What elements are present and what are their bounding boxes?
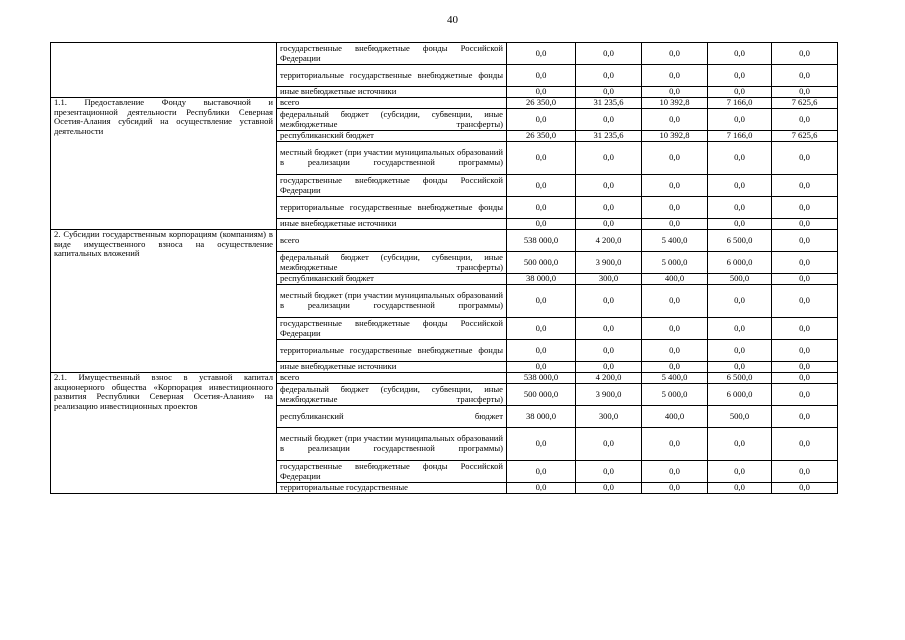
value-cell: 0,0 (708, 175, 772, 197)
value-cell: 10 392,8 (642, 98, 708, 109)
value-cell: 0,0 (708, 87, 772, 98)
value-cell: 0,0 (507, 175, 576, 197)
table-row (51, 98, 838, 109)
program-cell: 2. Субсидии государственным корпорациям (компаниям) в виде имущественного взноса на осуществление капитальных вложений (51, 230, 277, 373)
value-cell: 0,0 (772, 483, 838, 494)
value-cell: 0,0 (708, 109, 772, 131)
value-cell: 6 500,0 (708, 230, 772, 252)
value-cell: 0,0 (576, 483, 642, 494)
value-cell: 0,0 (772, 252, 838, 274)
value-cell: 7 166,0 (708, 98, 772, 109)
value-cell: 300,0 (576, 406, 642, 428)
value-cell: 0,0 (772, 197, 838, 219)
funding-source-cell: республиканский бюджет (277, 274, 507, 285)
table-row (51, 373, 838, 384)
value-cell: 0,0 (642, 428, 708, 461)
funding-source-cell: иные внебюджетные источники (277, 87, 507, 98)
table-row (51, 230, 838, 252)
value-cell: 0,0 (576, 65, 642, 87)
funding-source-cell: федеральный бюджет (субсидии, субвенции, иные межбюджетные трансферты) (277, 109, 507, 131)
value-cell: 0,0 (576, 340, 642, 362)
value-cell: 26 350,0 (507, 131, 576, 142)
page-number: 40 (447, 14, 458, 26)
table-row (51, 43, 838, 65)
funding-source-cell: республиканский бюджет (277, 406, 507, 428)
value-cell: 538 000,0 (507, 373, 576, 384)
value-cell: 5 400,0 (642, 373, 708, 384)
value-cell: 5 400,0 (642, 230, 708, 252)
value-cell: 400,0 (642, 274, 708, 285)
value-cell: 0,0 (507, 483, 576, 494)
value-cell: 0,0 (772, 65, 838, 87)
value-cell: 0,0 (576, 461, 642, 483)
value-cell: 0,0 (576, 285, 642, 318)
value-cell: 26 350,0 (507, 98, 576, 109)
value-cell: 0,0 (772, 230, 838, 252)
value-cell: 0,0 (772, 175, 838, 197)
value-cell: 0,0 (507, 43, 576, 65)
value-cell: 500 000,0 (507, 252, 576, 274)
funding-source-cell: федеральный бюджет (субсидии, субвенции, иные межбюджетные трансферты) (277, 252, 507, 274)
value-cell: 500,0 (708, 274, 772, 285)
value-cell: 0,0 (576, 175, 642, 197)
value-cell: 0,0 (772, 285, 838, 318)
value-cell: 0,0 (772, 461, 838, 483)
value-cell: 400,0 (642, 406, 708, 428)
funding-source-cell: государственные внебюджетные фонды Российской Федерации (277, 43, 507, 65)
value-cell: 0,0 (772, 340, 838, 362)
program-cell: 1.1. Предоставление Фонду выставочной и презентационной деятельности Республики Северная Осетия-Алания субсидий на осуществление уставной деятельности (51, 98, 277, 230)
budget-table (50, 42, 838, 494)
value-cell: 0,0 (507, 461, 576, 483)
value-cell: 0,0 (642, 65, 708, 87)
funding-source-cell: территориальные государственные внебюджетные фонды (277, 340, 507, 362)
value-cell: 0,0 (576, 219, 642, 230)
value-cell: 6 000,0 (708, 384, 772, 406)
value-cell: 7 625,6 (772, 131, 838, 142)
value-cell: 0,0 (642, 340, 708, 362)
value-cell: 0,0 (576, 318, 642, 340)
value-cell: 0,0 (708, 318, 772, 340)
value-cell: 0,0 (772, 274, 838, 285)
value-cell: 0,0 (576, 428, 642, 461)
value-cell: 0,0 (642, 219, 708, 230)
value-cell: 0,0 (642, 87, 708, 98)
value-cell: 500,0 (708, 406, 772, 428)
value-cell: 4 200,0 (576, 373, 642, 384)
value-cell: 0,0 (642, 461, 708, 483)
value-cell: 0,0 (772, 109, 838, 131)
value-cell: 300,0 (576, 274, 642, 285)
funding-source-cell: местный бюджет (при участии муниципальных образований в реализации государственной программы) (277, 428, 507, 461)
value-cell: 6 500,0 (708, 373, 772, 384)
value-cell: 538 000,0 (507, 230, 576, 252)
value-cell: 7 166,0 (708, 131, 772, 142)
value-cell: 0,0 (507, 362, 576, 373)
value-cell: 0,0 (642, 142, 708, 175)
value-cell: 0,0 (642, 318, 708, 340)
value-cell: 0,0 (507, 340, 576, 362)
funding-source-cell: территориальные государственные внебюджетные фонды (277, 65, 507, 87)
value-cell: 5 000,0 (642, 252, 708, 274)
value-cell: 0,0 (576, 362, 642, 373)
value-cell: 4 200,0 (576, 230, 642, 252)
funding-source-cell: местный бюджет (при участии муниципальных образований в реализации государственной программы) (277, 285, 507, 318)
program-cell: 2.1. Имущественный взнос в уставной капитал акционерного общества «Корпорация инвестиционного развития Республики Северная Осетия-Алания» на реализацию инвестиционных проектов (51, 373, 277, 494)
value-cell: 0,0 (772, 373, 838, 384)
value-cell: 0,0 (507, 219, 576, 230)
value-cell: 31 235,6 (576, 131, 642, 142)
value-cell: 38 000,0 (507, 274, 576, 285)
funding-source-cell: государственные внебюджетные фонды Российской Федерации (277, 461, 507, 483)
value-cell: 0,0 (708, 483, 772, 494)
value-cell: 0,0 (507, 109, 576, 131)
value-cell: 31 235,6 (576, 98, 642, 109)
value-cell: 0,0 (708, 362, 772, 373)
value-cell: 0,0 (576, 87, 642, 98)
program-cell (51, 43, 277, 98)
value-cell: 0,0 (708, 428, 772, 461)
funding-source-cell: государственные внебюджетные фонды Российской Федерации (277, 175, 507, 197)
value-cell: 38 000,0 (507, 406, 576, 428)
value-cell: 0,0 (708, 43, 772, 65)
value-cell: 0,0 (642, 362, 708, 373)
value-cell: 0,0 (507, 428, 576, 461)
value-cell: 0,0 (772, 384, 838, 406)
value-cell: 3 900,0 (576, 252, 642, 274)
value-cell: 5 000,0 (642, 384, 708, 406)
value-cell: 0,0 (708, 65, 772, 87)
funding-source-cell: территориальные государственные внебюджетные фонды (277, 197, 507, 219)
funding-source-cell: всего (277, 98, 507, 109)
value-cell: 6 000,0 (708, 252, 772, 274)
value-cell: 0,0 (772, 43, 838, 65)
value-cell: 0,0 (772, 428, 838, 461)
value-cell: 0,0 (772, 362, 838, 373)
funding-source-cell: иные внебюджетные источники (277, 362, 507, 373)
budget-table-body (51, 43, 838, 494)
value-cell: 0,0 (772, 142, 838, 175)
value-cell: 10 392,8 (642, 131, 708, 142)
value-cell: 500 000,0 (507, 384, 576, 406)
value-cell: 0,0 (772, 219, 838, 230)
value-cell: 0,0 (772, 87, 838, 98)
value-cell: 3 900,0 (576, 384, 642, 406)
value-cell: 0,0 (708, 461, 772, 483)
funding-source-cell: всего (277, 230, 507, 252)
value-cell: 0,0 (772, 406, 838, 428)
value-cell: 0,0 (708, 197, 772, 219)
value-cell: 0,0 (642, 285, 708, 318)
funding-source-cell: республиканский бюджет (277, 131, 507, 142)
funding-source-cell: всего (277, 373, 507, 384)
value-cell: 0,0 (576, 197, 642, 219)
value-cell: 0,0 (708, 142, 772, 175)
value-cell: 0,0 (642, 483, 708, 494)
value-cell: 0,0 (772, 318, 838, 340)
value-cell: 0,0 (507, 197, 576, 219)
funding-source-cell: иные внебюджетные источники (277, 219, 507, 230)
value-cell: 0,0 (708, 340, 772, 362)
value-cell: 0,0 (642, 197, 708, 219)
value-cell: 0,0 (576, 142, 642, 175)
value-cell: 0,0 (507, 318, 576, 340)
funding-source-cell: местный бюджет (при участии муниципальных образований в реализации государственной программы) (277, 142, 507, 175)
value-cell: 7 625,6 (772, 98, 838, 109)
funding-source-cell: государственные внебюджетные фонды Российской Федерации (277, 318, 507, 340)
value-cell: 0,0 (642, 43, 708, 65)
funding-source-cell: федеральный бюджет (субсидии, субвенции, иные межбюджетные трансферты) (277, 384, 507, 406)
value-cell: 0,0 (507, 87, 576, 98)
value-cell: 0,0 (642, 175, 708, 197)
value-cell: 0,0 (576, 109, 642, 131)
value-cell: 0,0 (708, 219, 772, 230)
value-cell: 0,0 (507, 142, 576, 175)
value-cell: 0,0 (708, 285, 772, 318)
value-cell: 0,0 (507, 65, 576, 87)
funding-source-cell: территориальные государственные (277, 483, 507, 494)
value-cell: 0,0 (642, 109, 708, 131)
value-cell: 0,0 (507, 285, 576, 318)
value-cell: 0,0 (576, 43, 642, 65)
